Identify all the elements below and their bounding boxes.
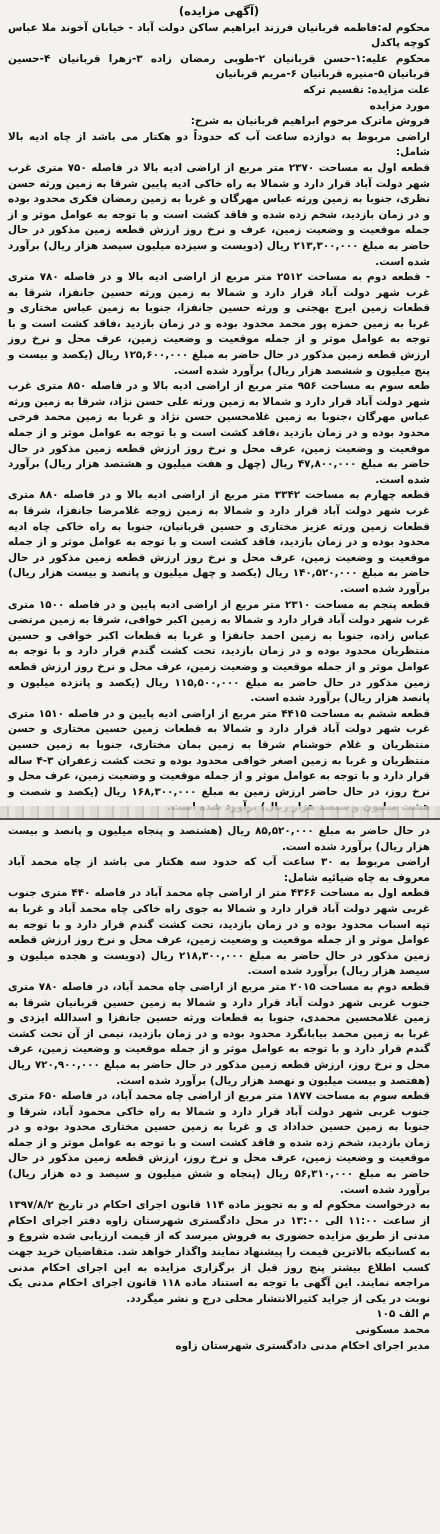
notice-paragraph: قطعه دوم به مساحت ۲۰۱۵ متر مربع از اراضی چاه محمد آباد، در فاصله ۷۸۰ متری جنوب غربی شهر دولت آباد قرار دارد و شمالا به زمین حسین قربانیان شرقا به زمین غلامحسین محمدی، جنوبا به قطعات ورثه حسین جانفزا و اسدالله ایزدی و غربا به زمین محمد بیابانگرد محدود بوده و در زمان بازدید، نیمی از آن تحت کشت گندم قرار دارد و با توجه به عوامل موثر و از جمله موقعیت و وضعیت زمین، عرف محل و نرخ روز، ارزش قطعه زمین مذکور در حال حاضر به مبلغ ۷۲۰,۹۰۰,۰۰۰ ریال (هفتصد و بیست میلیون و نهصد هزار ریال) برآورد شده است. [8,980,430,1087]
notice-paragraph: به درخواست محکوم له و به تجویز ماده ۱۱۴ قانون اجرای احکام در تاریخ ۱۳۹۷/۸/۲ از ساعت ۱۱:۰۰ الی ۱۳:۰۰ در محل دادگستری شهرستان زاوه دفتر اجرای احکام مدنی از طریق مزایده حضوری به فروش میرسد که از قیمت ارزیابی شده شروع و به کسانیکه بالاترین قیمت را پیشنهاد نمایند واگذار خواهد شد. متقاضیان خرید جهت کسب اطلاع بیشتر پنج روز قبل از برگزاری مزایده به این اجرای احکام مدنی مراجعه نمایند. این آگهی با توجه به استناد ماده ۱۱۸ قانون اجرای احکام مدنی یک نوبت در یکی از جراید کثیرالانتشار محلی درج و نشر میگردد. [8,1199,430,1305]
notice-paragraph: اراضی مربوط به ۳۰ ساعت آب که حدود سه هکتار می باشد از چاه محمد آباد معروف به چاه ضیائیه شامل: [8,856,430,884]
notice-paragraph: طعه سوم به مساحت ۹۵۶ متر مربع از اراضی ادیه بالا و در فاصله ۸۵۰ متری غرب شهر دولت آباد قرار دارد و شمالا به زمین ورثه علی حسن نژاد، شرقا به زمین ورثه عباس مهرگان ،جنوبا به زمین غلامحسین حسن نژاد و غربا به زمین محمد فرخی محدود بوده و در زمان بازدید ،فاقد کشت است و با توجه به عوامل موثر و از جمله موقعیت و وضعیت زمین، عرف محل و نرخ روز ارزش قطعه زمین مذکور در حال حاضر به مبلغ ۴۷,۸۰۰,۰۰۰ ریال (چهل و هفت میلیون و هشتصد هزار ریال) برآورد شده است. [8,380,430,486]
header-line: محکوم له:فاطمه قربانیان فرزند ابراهیم ساکن دولت آباد - خیابان آخوند ملا عباس کوچه پاکدل [8,21,430,50]
notice-paragraph: قطعه سوم به مساحت ۱۸۷۷ متر مربع از اراضی چاه محمد آباد، در فاصله ۶۵۰ متری جنوب غربی شهر دولت آباد قرار دارد و شمالا به راه خاکی محمود آباد، شرقا و جنوبا به زمین حسین خداداد ی و غربا به زمین حسین مختاری محدود بوده و در زمان بازدید، شخم زده شده و فاقد کشت است و با توجه به عوامل موثر و از جمله موقعیت و وضعیت زمین، عرف محل و نرخ روز، ارزش قطعه زمین مذکور در حال حاضر به مبلغ ۵۶,۳۱۰,۰۰۰ ریال (پنجاه و شش میلیون و سیصد و ده هزار ریال) برآورد شده است. [8,1090,430,1196]
notice-body-bottom [0,820,440,1354]
notice-paragraph: قطعه پنجم به مساحت ۲۳۱۰ متر مربع از اراضی ادیه پایین و در فاصله ۱۵۰۰ متری غرب شهر دولت آباد قرار دارد و شمالا به زمین اکبر خوافی، شرقا به زمین مرتضی عباس زاده، جنوبا به زمین احمد جانفزا و غربا به قطعات اکبر خوافی و حسین منتظریان محدود بوده و در زمان بازدید، تحت کشت گندم قرار دارد و با توجه به عوامل موثر و از جمله موقعیت و وضعیت زمین، عرف محل و نرخ روز ارزش قطعه زمین مذکور در حال حاضر به مبلغ ۱۱۵,۵۰۰,۰۰۰ ریال (یکصد و پانزده میلیون و پانصد هزار ریال) برآورد شده است. [8,598,431,705]
notice-paragraph: در حال حاضر به مبلغ ۸۵,۵۲۰,۰۰۰ ریال (هشتصد و پنجاه میلیون و پانصد و بیست هزار ریال) برآورد شده است. [8,825,430,853]
notice-paragraph: - قطعه دوم به مساحت ۲۵۱۲ متر مربع از اراضی ادیه بالا و در فاصله ۷۸۰ متری غرب شهر دولت آباد قرار دارد و شمالا به زمین ورثه حسین جانفزا، شرقا به قطعات زمین ایرج بهجتی و ورثه حسین جانفزا، جنوبا به زمین عباس مختاری و غربا به زمین حمزه پور محمد محدود بوده و در زمان بازدید ،فاقد کشت است و با توجه به عوامل موثر و از جمله موقعیت و وضعیت زمین، عرف محل و نرخ روز ارزش قطعه زمین مذکور در حال حاضر به مبلغ ۱۲۵,۶۰۰,۰۰۰ ریال (یکصد و بیست و پنج میلیون و ششصد هزار ریال) برآورد شده است. [8,271,431,377]
header-line: فروش ماترک مرحوم ابراهیم قربانیان به شرح: [190,115,430,128]
notice-paragraph: قطعه ششم به مساحت ۴۴۱۵ متر مربع از اراضی ادیه پایین و در فاصله ۱۵۱۰ متری غرب شهر دولت آباد قرار دارد و شمالا به قطعات زمین حسین مختاری و حسن منتظریان و غلام خوشنام شرقا به زمین بمان مختاری، جنوبا به زمین حسین منتظریان و غربا به زمین اصغر خوافی محدود بوده و تحت کشت زعفران ۳-۴ ساله قرار دارد و با توجه به عوامل موثر و از جمله موقعیت و وضعیت زمین، عرف محل و نرخ روز، در حال حاضر ارزش زمین به مبلغ ۱۶۸,۳۰۰,۰۰۰ ریال (یکصد و شصت و [8,707,431,798]
notice-paragraph: قطعه اول به مساحت ۴۳۶۶ متر از اراضی چاه محمد آباد در فاصله ۴۴۰ متری جنوب غربی شهر دولت آباد قرار دارد و شمالا به جوی راه خاکی چاه محمد آباد و غربا به تپه اسباب محدود بوده و در زمان بازدید، تحت کشت گندم قرار دارد و با توجه به عوامل موثر و از جمله موقعیت و وضعیت زمین، عرف محل و نرخ روز ارزش قطعه زمین مذکور در حال حاضر به مبلغ ۲۱۸,۳۰۰,۰۰۰ ریال (دویست و هجده میلیون و سیصد هزار ریال) برآورد شده است. [8,887,430,978]
signer-title: مدیر اجرای احکام مدنی دادگستری شهرستان زاوه [175,1339,430,1352]
notice-paragraph: اراضی مربوط به دوازده ساعت آب که حدوداً دو هکتار می باشد از چاه ادیه بالا شامل: [8,130,430,159]
header-line: مورد مزایده [369,99,430,112]
signer-name: محمد مسکونی [355,1324,430,1336]
notice-paragraph: قطعه اول به مساحت ۲۳۷۰ متر مربع از اراضی ادیه بالا در فاصله ۷۵۰ متری غرب شهر دولت آباد قرار دارد و شمالا به راه خاکی ادیه پایین شرقا به زمین ورثه حسن نظری، جنوبا به زمین ورثه عباس مهرگان و غربا به زمین رمضان فکری محدود بوده و در زمان بازدید، شخم زده شده و فاقد کشت است و با توجه به عوامل موثر و از جمله موقعیت و وضعیت زمین، عرف و نرخ روز ارزش قطعه زمین مذکور در حال حاضر به مبلغ ۲۱۳,۳۰۰,۰۰۰ ریال (دویست و سیزده میلیون سیصد هزار ریال) برآورد شده است. [8,161,430,268]
notice-paragraph: قطعه چهارم به مساحت ۳۳۴۲ متر مربع از اراضی ادیه بالا و در فاصله ۸۸۰ متری غرب شهر دولت آباد قرار دارد و شمالا به زمین زوجه غلامرضا جانفزا، شرقا به قطعات زمین ورثه عزیز مختاری و حسین قربانیان، جنوبا به راه خاکی چاه ادیه محدود بوده و در زمان بازدید، فاقد کشت است و با توجه به عوامل موثر و از جمله موقعیت و وضعیت زمین، عرف محل و نرخ روز ارزش قطعه زمین مذکور در حال حاضر به مبلغ ۱۴۰,۵۲۰,۰۰۰ ریال (یکصد و چهل میلیون و پانصد و بیست هزار ریال) برآورد شده است. [8,489,430,595]
notice-heading: (آگهی مزایده) [178,4,260,18]
reference-number: م الف ۱۰۵ [376,1308,430,1321]
header-line: محکوم علیه:۱-حسن قربانیان ۲-طوبی رمضان زاده ۳-زهرا قربانیان ۴-حسین قربانیان ۵-منیره قربانیان ۶-مریم قربانیان [8,52,430,81]
notice-clipping-bottom [0,818,440,1534]
header-line: علت مزایده: تقسیم ترکه [303,83,430,96]
